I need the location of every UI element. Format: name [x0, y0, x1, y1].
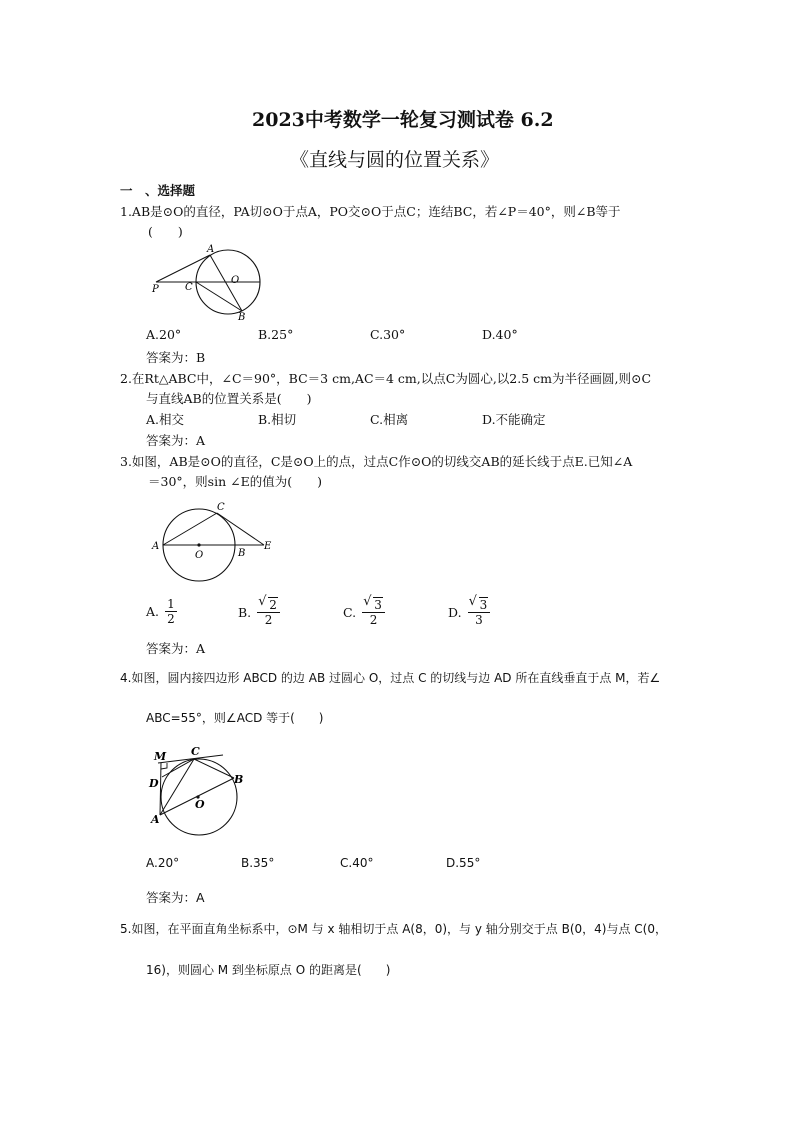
page-subtitle: 《直线与圆的位置关系》	[290, 149, 500, 171]
q4-right-angle	[161, 763, 167, 769]
q2-stem-line2: 与直线AB的位置关系是( )	[146, 391, 312, 406]
q1-option-d: D.40°	[482, 327, 518, 342]
q1-option-b: B.25°	[258, 327, 294, 342]
q2-option-d: D.不能确定	[482, 412, 546, 427]
q3-option-c-num-wrap	[362, 597, 385, 613]
q3-answer: 答案为：A	[146, 641, 206, 656]
q1-option-a: A.20°	[146, 327, 182, 342]
q3-option-b	[238, 597, 280, 627]
q4-line-md	[160, 763, 161, 815]
q4-option-a: A.20°	[146, 856, 180, 870]
q4-stem-line2: ABC=55°，则∠ACD 等于( )	[146, 711, 324, 725]
q1-stem-line2: ( )	[148, 224, 183, 239]
q3-label-a: A	[152, 541, 160, 552]
q3-label-e: E	[264, 541, 272, 552]
q2-option-b: B.相切	[258, 412, 297, 427]
q3-option-a-den: 2	[167, 612, 175, 626]
q3-option-c-letter: C.	[343, 604, 357, 620]
q1-figure	[146, 240, 266, 322]
q4-label-d: D	[149, 777, 159, 790]
section-label: 一 、选择题	[120, 183, 196, 198]
q2-answer: 答案为：A	[146, 433, 206, 448]
q1-label-o: O	[231, 275, 240, 286]
q2-option-c: C.相离	[370, 412, 409, 427]
q4-figure	[146, 742, 246, 842]
q3-option-d	[448, 597, 490, 627]
q3-line-ce	[217, 513, 264, 545]
q3-option-d-num-wrap	[468, 597, 491, 613]
q1-stem-line1: 1.AB是⊙O的直径，PA切⊙O于点A，PO交⊙O于点C；连结BC，若∠P＝40°，则∠B等于	[120, 204, 621, 219]
q3-option-b-num-wrap	[257, 597, 280, 613]
q1-label-b: B	[238, 312, 246, 322]
q1-line-pa	[156, 255, 210, 282]
q5-stem-line1: 5.如图，在平面直角坐标系中，⊙M 与 x 轴相切于点 A(8，0)，与 y 轴分别交于点 B(0，4)与点 C(0，	[120, 922, 667, 936]
q3-option-d-fraction	[468, 597, 491, 627]
q4-option-d: D.55°	[446, 856, 481, 870]
q1-label-a: A	[207, 244, 215, 255]
q3-stem-line1: 3.如图，AB是⊙O的直径，C是⊙O上的点，过点C作⊙O的切线交AB的延长线于点E.已知∠A	[120, 454, 633, 469]
q3-option-b-den: 2	[264, 613, 273, 627]
q3-option-c-num: √ 3	[373, 597, 383, 612]
q3-option-b-fraction	[257, 597, 280, 627]
q3-option-c	[343, 597, 385, 627]
q1-answer: 答案为：B	[146, 350, 206, 365]
q2-stem-line1: 2.在Rt△ABC中，∠C＝90°，BC＝3 cm,AC＝4 cm,以点C为圆心,以2.5 cm为半径画圆,则⊙C	[120, 371, 652, 386]
q4-label-a: A	[151, 813, 160, 826]
q4-option-b: B.35°	[241, 856, 275, 870]
q3-label-b: B	[238, 548, 246, 559]
q3-option-a-letter: A.	[146, 604, 160, 619]
q1-label-c: C	[185, 282, 193, 293]
q1-label-p: P	[152, 284, 159, 295]
page-title: 2023中考数学一轮复习测试卷 6.2	[252, 109, 554, 131]
q3-option-c-fraction	[362, 597, 385, 627]
q3-label-c: C	[217, 502, 225, 513]
q4-label-m: M	[154, 750, 167, 763]
q4-stem-line1: 4.如图，圆内接四边形 ABCD 的边 AB 过圆心 O，过点 C 的切线与边 AD 所在直线垂直于点 M，若∠	[120, 671, 661, 685]
q4-label-c: C	[191, 745, 200, 758]
q4-label-b: B	[234, 773, 244, 786]
q3-option-a-num: 1	[167, 597, 175, 611]
q5-stem-line2: 16)，则圆心 M 到坐标原点 O 的距离是( )	[146, 963, 391, 977]
q4-label-o: O	[195, 798, 205, 811]
q3-option-d-den: 3	[475, 613, 483, 627]
q3-figure	[148, 497, 278, 587]
q3-option-d-letter: D.	[448, 604, 462, 620]
q3-option-a-fraction	[165, 597, 177, 626]
q3-center-dot	[197, 543, 200, 546]
q4-option-c: C.40°	[340, 856, 374, 870]
q1-option-c: C.30°	[370, 327, 406, 342]
q3-label-o: O	[195, 550, 204, 561]
q3-option-d-num: √ 3	[479, 597, 489, 612]
q2-option-a: A.相交	[146, 412, 185, 427]
q3-stem-line2: ＝30°，则sin ∠E的值为( )	[148, 474, 322, 489]
q3-option-c-den: 2	[369, 613, 378, 627]
q3-line-ac	[163, 513, 217, 545]
q1-line-cb	[196, 282, 242, 311]
q4-answer: 答案为：A	[146, 890, 205, 905]
q3-option-b-letter: B.	[238, 604, 252, 620]
q3-option-b-num: √ 2	[268, 597, 278, 612]
q3-option-a	[146, 597, 177, 626]
